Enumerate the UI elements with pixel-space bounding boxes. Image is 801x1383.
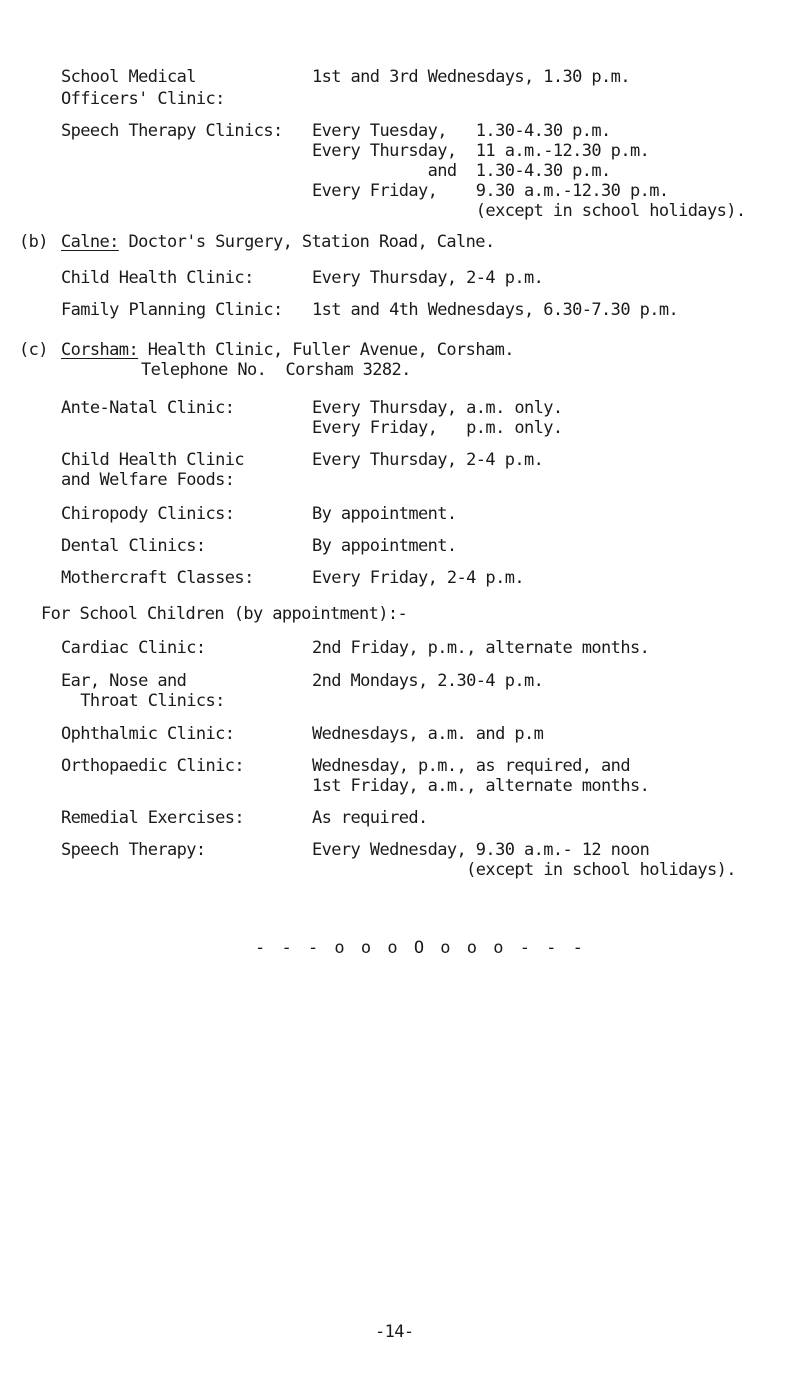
section-b-marker: (b) bbox=[19, 232, 48, 252]
row-value: As required. bbox=[312, 808, 428, 828]
row-value: Every Wednesday, 9.30 a.m.- 12 noon bbox=[312, 840, 650, 860]
row-label: Child Health Clinic: bbox=[61, 268, 254, 288]
row-value: Every Thursday, a.m. only. bbox=[312, 398, 563, 418]
section-b-place: Calne: bbox=[61, 232, 119, 252]
section-c-address: Health Clinic, Fuller Avenue, Corsham. bbox=[138, 340, 514, 360]
row-label: and Welfare Foods: bbox=[61, 470, 235, 490]
school-medical-label-line2: Officers' Clinic: bbox=[61, 89, 225, 109]
row-value: By appointment. bbox=[312, 504, 457, 524]
section-b-address: Doctor's Surgery, Station Road, Calne. bbox=[118, 232, 495, 252]
section-c-place: Corsham: bbox=[61, 340, 139, 360]
school-medical-label-line1: School Medical bbox=[61, 67, 196, 87]
speech-therapy-line: Every Tuesday, 1.30-4.30 p.m. bbox=[312, 121, 611, 141]
row-label: Dental Clinics: bbox=[61, 536, 206, 556]
row-label: Orthopaedic Clinic: bbox=[61, 756, 245, 776]
footer-rule: - - - o o o O o o o - - - bbox=[255, 938, 586, 958]
row-value: Every Friday, p.m. only. bbox=[312, 418, 563, 438]
row-label: Child Health Clinic bbox=[61, 450, 245, 470]
speech-therapy-line: Every Thursday, 11 a.m.-12.30 p.m. bbox=[312, 141, 650, 161]
speech-therapy-line: (except in school holidays). bbox=[312, 201, 746, 221]
row-value: 1st Friday, a.m., alternate months. bbox=[312, 776, 650, 796]
section-c-marker: (c) bbox=[19, 340, 48, 360]
row-label: Speech Therapy: bbox=[61, 840, 206, 860]
row-value: 2nd Friday, p.m., alternate months. bbox=[312, 638, 650, 658]
row-value: Wednesday, p.m., as required, and bbox=[312, 756, 630, 776]
section-c-telephone: Telephone No. Corsham 3282. bbox=[141, 360, 411, 380]
row-label: Cardiac Clinic: bbox=[61, 638, 206, 658]
row-value: Wednesdays, a.m. and p.m bbox=[312, 724, 544, 744]
row-value: By appointment. bbox=[312, 536, 457, 556]
row-value: 1st and 4th Wednesdays, 6.30-7.30 p.m. bbox=[312, 300, 679, 320]
school-children-heading: For School Children (by appointment):- bbox=[41, 604, 408, 624]
school-medical-value: 1st and 3rd Wednesdays, 1.30 p.m. bbox=[312, 67, 630, 87]
row-label: Throat Clinics: bbox=[61, 691, 225, 711]
page-number: -14- bbox=[375, 1322, 414, 1342]
row-label: Remedial Exercises: bbox=[61, 808, 245, 828]
speech-therapy-line: and 1.30-4.30 p.m. bbox=[312, 161, 611, 181]
section-c-heading bbox=[61, 340, 514, 360]
row-value: (except in school holidays). bbox=[312, 860, 736, 880]
row-value: Every Friday, 2-4 p.m. bbox=[312, 568, 524, 588]
row-label: Family Planning Clinic: bbox=[61, 300, 283, 320]
row-value: Every Thursday, 2-4 p.m. bbox=[312, 268, 544, 288]
speech-therapy-line: Every Friday, 9.30 a.m.-12.30 p.m. bbox=[312, 181, 669, 201]
speech-therapy-label: Speech Therapy Clinics: bbox=[61, 121, 283, 141]
row-label: Mothercraft Classes: bbox=[61, 568, 254, 588]
row-label: Ante-Natal Clinic: bbox=[61, 398, 235, 418]
row-label: Ear, Nose and bbox=[61, 671, 187, 691]
row-label: Chiropody Clinics: bbox=[61, 504, 235, 524]
section-b-heading bbox=[61, 232, 495, 252]
row-value: 2nd Mondays, 2.30-4 p.m. bbox=[312, 671, 544, 691]
row-label: Ophthalmic Clinic: bbox=[61, 724, 235, 744]
row-value: Every Thursday, 2-4 p.m. bbox=[312, 450, 544, 470]
